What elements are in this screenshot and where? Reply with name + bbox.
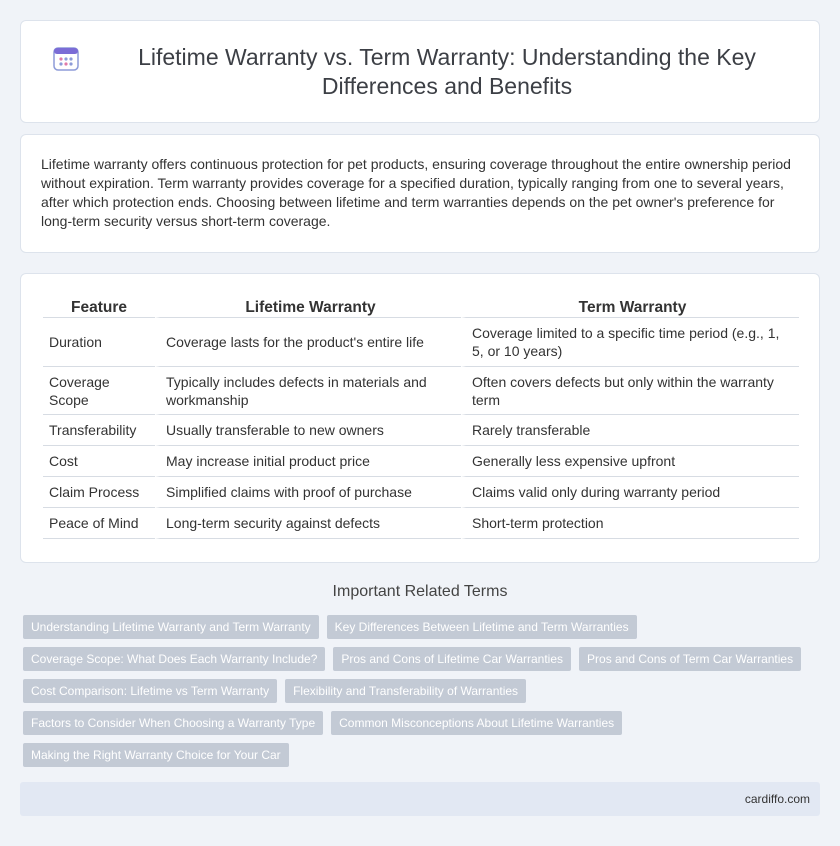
cell-lifetime: Usually transferable to new owners <box>155 415 461 446</box>
cell-term: Generally less expensive upfront <box>461 446 799 477</box>
header-lifetime: Lifetime Warranty <box>155 296 461 318</box>
calendar-icon <box>51 43 81 73</box>
cell-lifetime: Typically includes defects in materials and workmanship <box>155 367 461 415</box>
table-row <box>43 415 799 446</box>
page-title: Lifetime Warranty vs. Term Warranty: Understanding the Key Differences and Benefits <box>138 43 756 99</box>
cell-lifetime: May increase initial product price <box>155 446 461 477</box>
cell-term: Coverage limited to a specific time period (e.g., 1, 5, or 10 years) <box>461 318 799 367</box>
footer-site-link[interactable]: cardiffo.com <box>744 792 810 806</box>
title-card <box>20 20 820 123</box>
header-feature: Feature <box>43 296 155 318</box>
cell-term: Rarely transferable <box>461 415 799 446</box>
related-tag[interactable]: Understanding Lifetime Warranty and Term Warranty <box>23 615 319 639</box>
table-row <box>43 508 799 539</box>
cell-feature: Claim Process <box>43 477 155 508</box>
cell-feature: Duration <box>43 318 155 367</box>
cell-lifetime: Simplified claims with proof of purchase <box>155 477 461 508</box>
cell-feature: Coverage Scope <box>43 367 155 415</box>
cell-term: Claims valid only during warranty period <box>461 477 799 508</box>
related-tags <box>23 615 813 767</box>
cell-term: Short-term protection <box>461 508 799 539</box>
table-header-row <box>43 296 799 318</box>
related-tag[interactable]: Factors to Consider When Choosing a Warranty Type <box>23 711 323 735</box>
footer <box>20 782 820 816</box>
related-tag[interactable]: Coverage Scope: What Does Each Warranty Include? <box>23 647 325 671</box>
cell-feature: Peace of Mind <box>43 508 155 539</box>
related-tag[interactable]: Common Misconceptions About Lifetime Warranties <box>331 711 622 735</box>
header-term: Term Warranty <box>461 296 799 318</box>
cell-term: Often covers defects but only within the warranty term <box>461 367 799 415</box>
related-terms-heading: Important Related Terms <box>332 583 508 600</box>
comparison-table-card <box>20 273 820 563</box>
table-row <box>43 446 799 477</box>
related-tag[interactable]: Making the Right Warranty Choice for Your Car <box>23 743 289 767</box>
cell-lifetime: Coverage lasts for the product's entire life <box>155 318 461 367</box>
table-row <box>43 367 799 415</box>
related-tag[interactable]: Key Differences Between Lifetime and Term Warranties <box>327 615 637 639</box>
intro-card <box>20 134 820 253</box>
comparison-table <box>43 296 799 539</box>
cell-feature: Cost <box>43 446 155 477</box>
related-tag[interactable]: Flexibility and Transferability of Warranties <box>285 679 526 703</box>
related-tag[interactable]: Pros and Cons of Lifetime Car Warranties <box>333 647 571 671</box>
cell-lifetime: Long-term security against defects <box>155 508 461 539</box>
table-row <box>43 477 799 508</box>
intro-paragraph: Lifetime warranty offers continuous protection for pet products, ensuring coverage throughout the entire ownership period without expiration. Term warranty provides coverage for a specified duration, typically ranging from one to several years, after which protection ends. Choosing between lifetime and term warranties depends on the pet owner's preference for long-term security versus short-term coverage. <box>41 156 791 229</box>
related-tag[interactable]: Pros and Cons of Term Car Warranties <box>579 647 801 671</box>
table-row <box>43 318 799 367</box>
cell-feature: Transferability <box>43 415 155 446</box>
related-tag[interactable]: Cost Comparison: Lifetime vs Term Warranty <box>23 679 277 703</box>
